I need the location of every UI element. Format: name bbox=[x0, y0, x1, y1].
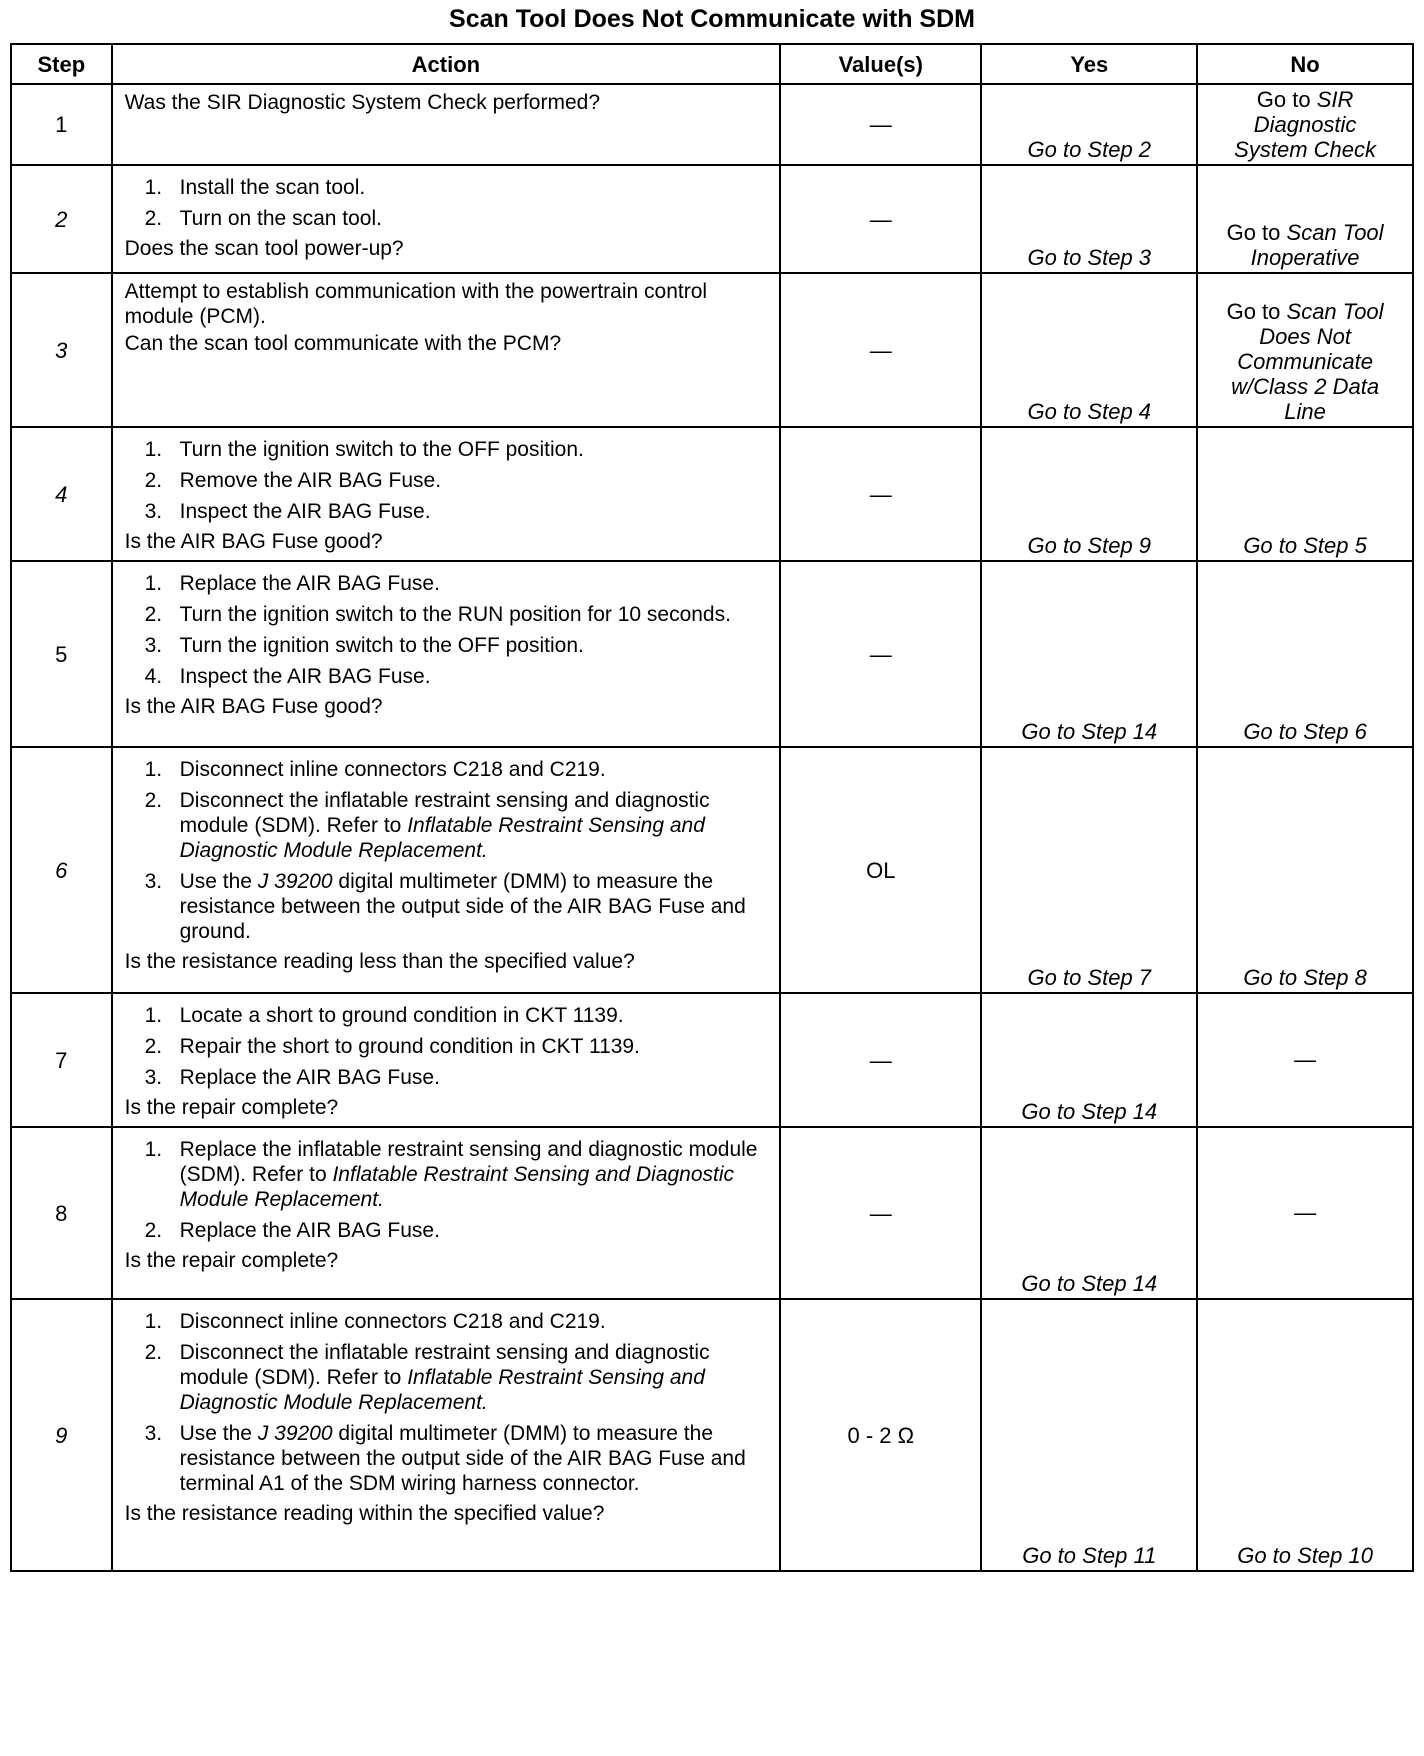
no-line bbox=[1198, 1047, 1412, 1072]
table-row bbox=[11, 165, 1413, 273]
action-reference: Inflatable Restraint Sensing and Diagnostic Module Replacement. bbox=[179, 1366, 705, 1414]
yes-cell: Go to Step 14 bbox=[981, 993, 1197, 1127]
action-step-text: digital multimeter (DMM) to measure the resistance between the output side of the AIR BAG Fuse and terminal A1 of the SDM wiring harness connector. bbox=[179, 1422, 746, 1495]
step-number: 2 bbox=[11, 165, 112, 273]
action-cell bbox=[112, 561, 781, 747]
action-step-text: Turn the ignition switch to the RUN position for 10 seconds. bbox=[179, 603, 731, 626]
action-step: 1. Replace the AIR BAG Fuse. bbox=[144, 572, 440, 595]
action-step: 3. Use the J 39200 digital multimeter (DMM) to measure the resistance between the output side of the AIR BAG Fuse and ground. bbox=[144, 870, 746, 943]
column-header-yes: Yes bbox=[981, 44, 1197, 84]
no-cell bbox=[1197, 84, 1413, 165]
action-question: Is the resistance reading within the specified value? bbox=[124, 1502, 605, 1525]
no-cell bbox=[1197, 1127, 1413, 1299]
no-line bbox=[1198, 1543, 1412, 1568]
action-steps-list bbox=[125, 1309, 772, 1496]
action-step-text: Turn the ignition switch to the OFF position. bbox=[179, 634, 584, 657]
no-reference: System Check bbox=[1234, 137, 1376, 162]
action-step-text: Replace the AIR BAG Fuse. bbox=[179, 1219, 440, 1242]
table-row bbox=[11, 273, 1413, 427]
no-line bbox=[1198, 299, 1412, 324]
action-steps-list bbox=[125, 175, 772, 231]
yes-cell: Go to Step 4 bbox=[981, 273, 1197, 427]
table-row bbox=[11, 1299, 1413, 1571]
action-step: 1. Locate a short to ground condition in CKT 1139. bbox=[144, 1004, 624, 1027]
yes-cell: Go to Step 7 bbox=[981, 747, 1197, 993]
action-cell bbox=[112, 273, 781, 427]
yes-cell: Go to Step 14 bbox=[981, 561, 1197, 747]
no-line bbox=[1198, 324, 1412, 349]
step-number: 7 bbox=[11, 993, 112, 1127]
action-question: Does the scan tool power-up? bbox=[124, 237, 404, 260]
no-reference: Diagnostic bbox=[1253, 112, 1357, 137]
no-reference: Go to Step 5 bbox=[1243, 533, 1367, 558]
action-cell bbox=[112, 747, 781, 993]
no-cell bbox=[1197, 1299, 1413, 1571]
yes-cell: Go to Step 14 bbox=[981, 1127, 1197, 1299]
action-text: Can the scan tool communicate with the PCM? bbox=[124, 332, 562, 355]
no-cell bbox=[1197, 747, 1413, 993]
action-step-text: digital multimeter (DMM) to measure the resistance between the output side of the AIR BAG Fuse and ground. bbox=[179, 870, 746, 943]
no-line bbox=[1198, 220, 1412, 245]
page-title: Scan Tool Does Not Communicate with SDM bbox=[449, 5, 975, 33]
no-line bbox=[1198, 533, 1412, 558]
yes-cell: Go to Step 11 bbox=[981, 1299, 1197, 1571]
no-cell bbox=[1197, 561, 1413, 747]
yes-cell: Go to Step 9 bbox=[981, 427, 1197, 561]
table-row bbox=[11, 427, 1413, 561]
value-cell: — bbox=[780, 1127, 981, 1299]
no-line bbox=[1198, 399, 1412, 424]
no-line bbox=[1198, 1200, 1412, 1225]
action-step-text: Install the scan tool. bbox=[179, 176, 366, 199]
value-cell: — bbox=[780, 273, 981, 427]
column-header-step: Step bbox=[11, 44, 112, 84]
action-question: Is the repair complete? bbox=[124, 1249, 339, 1272]
value-cell: — bbox=[780, 165, 981, 273]
no-reference: Scan Tool bbox=[1286, 220, 1384, 245]
no-text: Go to bbox=[1256, 87, 1317, 112]
step-number: 1 bbox=[11, 84, 112, 165]
no-reference: — bbox=[1294, 1199, 1317, 1225]
action-step: 1. Disconnect inline connectors C218 and C219. bbox=[144, 1310, 606, 1333]
no-line bbox=[1198, 349, 1412, 374]
value-cell: — bbox=[780, 427, 981, 561]
column-header-action: Action bbox=[112, 44, 781, 84]
diagnostic-table bbox=[10, 43, 1414, 1572]
action-steps-list bbox=[125, 757, 772, 944]
action-cell bbox=[112, 1127, 781, 1299]
action-step: 2. Replace the AIR BAG Fuse. bbox=[144, 1219, 440, 1242]
action-reference: Inflatable Restraint Sensing and Diagnostic Module Replacement. bbox=[179, 1163, 735, 1211]
step-number: 3 bbox=[11, 273, 112, 427]
action-step-text: Replace the AIR BAG Fuse. bbox=[179, 572, 440, 595]
action-step-text: Inspect the AIR BAG Fuse. bbox=[179, 500, 431, 523]
action-step: 3. Turn the ignition switch to the OFF position. bbox=[144, 634, 584, 657]
action-step-text: Inspect the AIR BAG Fuse. bbox=[179, 665, 431, 688]
action-step-text: Locate a short to ground condition in CKT 1139. bbox=[179, 1004, 624, 1027]
action-step: 1. Replace the inflatable restraint sensing and diagnostic module (SDM). Refer to Inflatable Restraint Sensing and Diagnostic Module Replacement. bbox=[144, 1138, 758, 1211]
action-step-text: Turn the ignition switch to the OFF position. bbox=[179, 438, 584, 461]
action-step: 2. Repair the short to ground condition in CKT 1139. bbox=[144, 1035, 640, 1058]
value-cell: — bbox=[780, 993, 981, 1127]
no-line bbox=[1198, 112, 1412, 137]
action-question: Is the repair complete? bbox=[124, 1096, 339, 1119]
action-reference: Inflatable Restraint Sensing and Diagnostic Module Replacement. bbox=[179, 814, 705, 862]
action-step: 1. Disconnect inline connectors C218 and C219. bbox=[144, 758, 606, 781]
no-cell bbox=[1197, 993, 1413, 1127]
action-step: 2. Turn the ignition switch to the RUN position for 10 seconds. bbox=[144, 603, 731, 626]
action-steps-list bbox=[125, 571, 772, 689]
action-text: Attempt to establish communication with the powertrain control module (PCM). bbox=[124, 280, 708, 328]
action-steps-list bbox=[125, 1003, 772, 1090]
action-step: 3. Inspect the AIR BAG Fuse. bbox=[144, 500, 431, 523]
no-line bbox=[1198, 374, 1412, 399]
no-line bbox=[1198, 965, 1412, 990]
step-number: 9 bbox=[11, 1299, 112, 1571]
no-cell bbox=[1197, 273, 1413, 427]
no-reference: Does Not bbox=[1259, 324, 1351, 349]
value-cell: — bbox=[780, 561, 981, 747]
step-number: 6 bbox=[11, 747, 112, 993]
column-header-no: No bbox=[1197, 44, 1413, 84]
no-text: Go to bbox=[1226, 220, 1287, 245]
action-text: Was the SIR Diagnostic System Check performed? bbox=[124, 91, 601, 114]
action-step: 4. Inspect the AIR BAG Fuse. bbox=[144, 665, 431, 688]
action-step: 2. Disconnect the inflatable restraint sensing and diagnostic module (SDM). Refer to Inflatable Restraint Sensing and Diagnostic Module Replacement. bbox=[144, 1341, 710, 1414]
no-reference: — bbox=[1294, 1046, 1317, 1072]
no-line bbox=[1198, 719, 1412, 744]
action-step-text: Disconnect the inflatable restraint sensing and diagnostic module (SDM). Refer to bbox=[179, 789, 710, 837]
action-step-text: Disconnect inline connectors C218 and C219. bbox=[179, 1310, 606, 1333]
action-reference: J 39200 bbox=[257, 1422, 333, 1445]
table-row bbox=[11, 1127, 1413, 1299]
no-line bbox=[1198, 137, 1412, 162]
action-reference: J 39200 bbox=[257, 870, 333, 893]
column-header-values: Value(s) bbox=[780, 44, 981, 84]
action-step-text: Replace the AIR BAG Fuse. bbox=[179, 1066, 440, 1089]
action-cell bbox=[112, 427, 781, 561]
no-reference: Line bbox=[1284, 399, 1326, 424]
table-row bbox=[11, 84, 1413, 165]
action-step: 1. Turn the ignition switch to the OFF position. bbox=[144, 438, 584, 461]
action-cell bbox=[112, 1299, 781, 1571]
no-reference: w/Class 2 Data bbox=[1231, 374, 1380, 399]
no-line bbox=[1198, 245, 1412, 270]
action-question: Is the AIR BAG Fuse good? bbox=[124, 530, 383, 553]
value-cell: 0 - 2 Ω bbox=[780, 1299, 981, 1571]
table-header-row bbox=[11, 44, 1413, 84]
yes-cell: Go to Step 2 bbox=[981, 84, 1197, 165]
action-step-text: Repair the short to ground condition in CKT 1139. bbox=[179, 1035, 640, 1058]
value-cell: — bbox=[780, 84, 981, 165]
step-number: 4 bbox=[11, 427, 112, 561]
action-steps-list bbox=[125, 1137, 772, 1243]
action-step-text: Disconnect the inflatable restraint sensing and diagnostic module (SDM). Refer to bbox=[179, 1341, 710, 1389]
no-reference: Go to Step 8 bbox=[1243, 965, 1367, 990]
action-step-text: Turn on the scan tool. bbox=[179, 207, 382, 230]
action-step: 1. Install the scan tool. bbox=[144, 176, 366, 199]
no-line bbox=[1198, 87, 1412, 112]
action-step-text: Disconnect inline connectors C218 and C219. bbox=[179, 758, 606, 781]
no-reference: Scan Tool bbox=[1286, 299, 1384, 324]
no-cell bbox=[1197, 427, 1413, 561]
action-step: 2. Disconnect the inflatable restraint sensing and diagnostic module (SDM). Refer to Inflatable Restraint Sensing and Diagnostic Module Replacement. bbox=[144, 789, 710, 862]
action-cell bbox=[112, 993, 781, 1127]
no-text: Go to bbox=[1226, 299, 1287, 324]
no-reference: Communicate bbox=[1237, 349, 1373, 374]
action-steps-list bbox=[125, 437, 772, 524]
action-question: Is the AIR BAG Fuse good? bbox=[124, 695, 383, 718]
step-number: 8 bbox=[11, 1127, 112, 1299]
action-step-text: Use the bbox=[179, 1422, 258, 1445]
no-reference: Go to Step 6 bbox=[1243, 719, 1367, 744]
action-step: 3. Replace the AIR BAG Fuse. bbox=[144, 1066, 440, 1089]
step-number: 5 bbox=[11, 561, 112, 747]
action-step: 2. Remove the AIR BAG Fuse. bbox=[144, 469, 442, 492]
table-row bbox=[11, 747, 1413, 993]
no-reference: SIR bbox=[1316, 87, 1354, 112]
action-question: Is the resistance reading less than the specified value? bbox=[124, 950, 635, 973]
no-reference: Go to Step 10 bbox=[1237, 1543, 1373, 1568]
no-reference: Inoperative bbox=[1250, 245, 1360, 270]
yes-cell: Go to Step 3 bbox=[981, 165, 1197, 273]
action-step-text: Remove the AIR BAG Fuse. bbox=[179, 469, 442, 492]
action-cell bbox=[112, 165, 781, 273]
table-row bbox=[11, 993, 1413, 1127]
action-cell bbox=[112, 84, 781, 165]
table-row bbox=[11, 561, 1413, 747]
action-step-text: Use the bbox=[179, 870, 258, 893]
action-step: 2. Turn on the scan tool. bbox=[144, 207, 382, 230]
action-step-text: Replace the inflatable restraint sensing and diagnostic module (SDM). Refer to bbox=[179, 1138, 758, 1186]
no-cell bbox=[1197, 165, 1413, 273]
action-step: 3. Use the J 39200 digital multimeter (DMM) to measure the resistance between the output side of the AIR BAG Fuse and terminal A1 of the SDM wiring harness connector. bbox=[144, 1422, 746, 1495]
table-body bbox=[11, 84, 1413, 1571]
value-cell: OL bbox=[780, 747, 981, 993]
